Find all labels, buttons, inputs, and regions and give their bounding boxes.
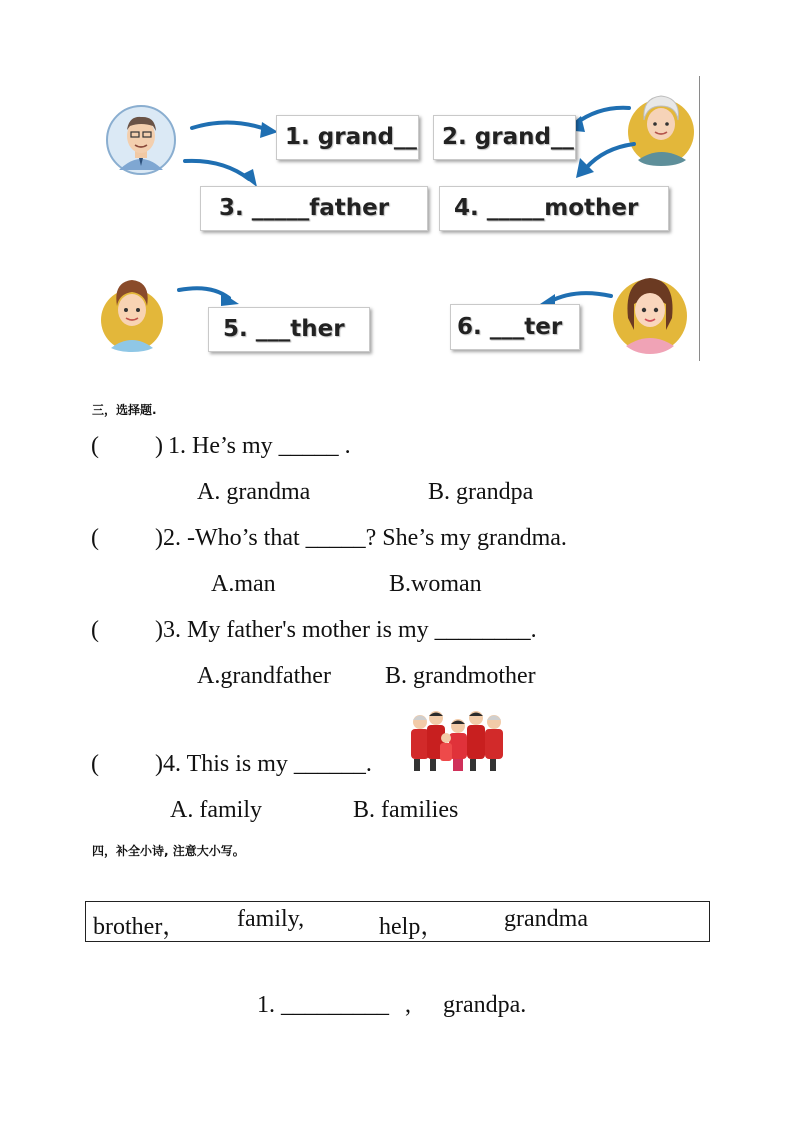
divider-line — [699, 76, 700, 361]
match-box-5 — [208, 307, 370, 352]
grandfather-avatar — [105, 104, 177, 176]
answer-paren-close: ) — [155, 525, 163, 551]
question-text: 2. -Who’s that _____? She’s my grandma. — [163, 525, 567, 551]
answer-paren-close: ) — [155, 617, 163, 643]
option-b: B. grandpa — [428, 479, 534, 505]
poem-line-comma: , — [405, 992, 411, 1018]
match-num: 1. — [285, 124, 310, 150]
section-heading: 四，补全小诗, 注意大小写。 — [92, 844, 245, 858]
word-bank-item: family, — [237, 906, 305, 932]
match-num: 3. — [219, 195, 244, 221]
answer-paren-close: ) — [155, 751, 163, 777]
section-heading: 三，选择题. — [92, 403, 157, 417]
poem-line-end: grandpa. — [443, 992, 527, 1018]
match-box-3 — [200, 186, 428, 231]
option-a: A. grandma — [197, 479, 311, 505]
word-bank-item: grandma — [504, 906, 588, 932]
answer-paren-close: ) — [155, 433, 163, 459]
answer-paren-open: ( — [91, 433, 99, 459]
grandmother-avatar — [626, 88, 696, 166]
question-text: 3. My father's mother is my ________. — [163, 617, 537, 643]
option-a: A.man — [211, 571, 276, 597]
option-b: B. families — [353, 797, 459, 823]
match-word: ___ter — [489, 313, 563, 340]
match-word: grand__ — [474, 124, 574, 150]
match-box-2 — [433, 115, 576, 160]
question-text: 4. This is my ______. — [163, 751, 372, 777]
word-bank-item: brother， — [93, 914, 187, 940]
match-num: 6. — [457, 313, 482, 340]
match-word: _____father — [251, 195, 390, 221]
sister-avatar — [612, 268, 688, 354]
match-num: 2. — [442, 124, 467, 150]
word-bank-item: help， — [379, 914, 445, 940]
match-word: _____mother — [486, 195, 639, 221]
family-photo — [408, 708, 506, 772]
match-word: grand__ — [317, 124, 417, 150]
answer-paren-open: ( — [91, 617, 99, 643]
answer-paren-open: ( — [91, 751, 99, 777]
option-a: A. family — [170, 797, 262, 823]
match-word: ___ther — [255, 316, 345, 342]
arrow-icon — [190, 114, 280, 144]
arrow-icon — [183, 155, 263, 189]
poem-line-blank: 1. _________ — [257, 992, 389, 1018]
option-a: A.grandfather — [197, 663, 331, 689]
match-num: 5. — [223, 316, 248, 342]
brother-avatar — [101, 272, 163, 352]
option-b: B.woman — [389, 571, 482, 597]
question-text: 1. He’s my _____ . — [168, 433, 351, 459]
match-box-4 — [439, 186, 669, 231]
arrow-icon — [574, 140, 636, 180]
match-box-1 — [276, 115, 419, 160]
option-b: B. grandmother — [385, 663, 536, 689]
answer-paren-open: ( — [91, 525, 99, 551]
match-num: 4. — [454, 195, 479, 221]
match-box-6 — [450, 304, 580, 350]
